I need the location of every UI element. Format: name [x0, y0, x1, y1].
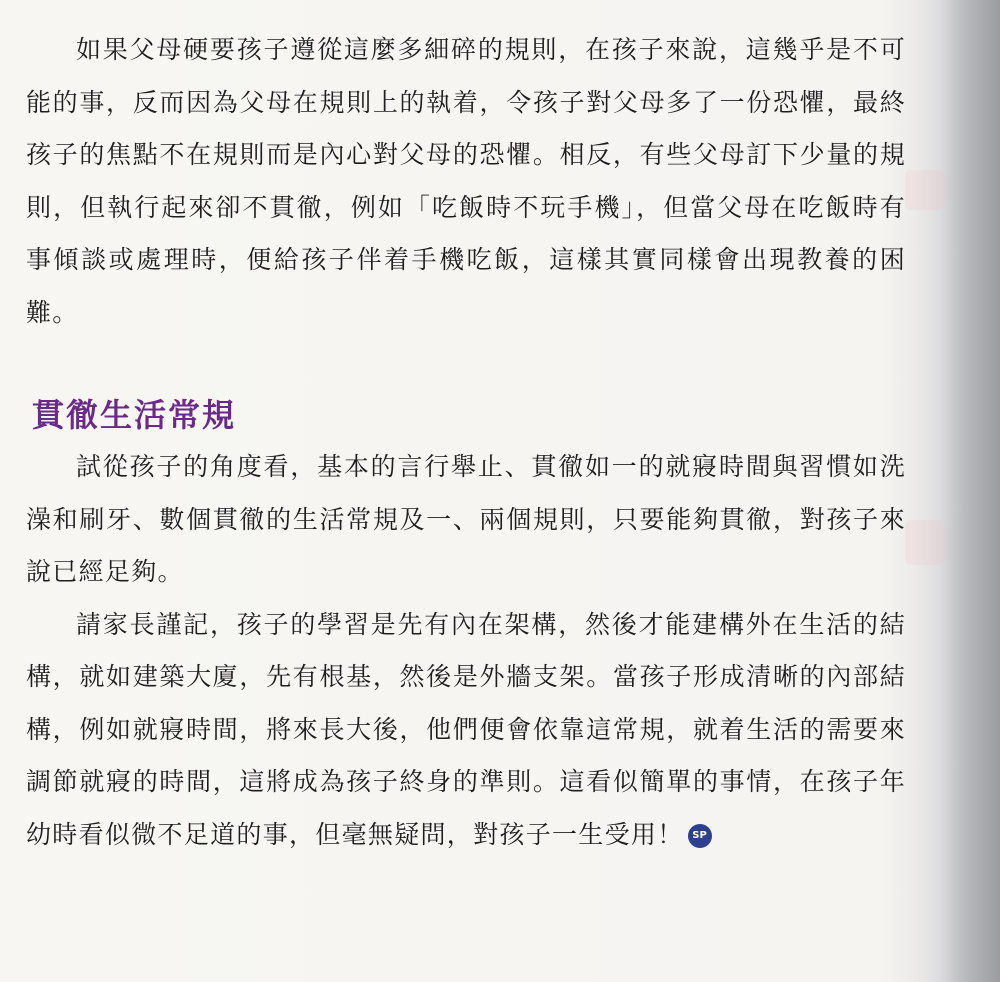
section-paragraph-1: 試從孩子的角度看，基本的言行舉止、貫徹如一的就寢時間與習慣如洗澡和刷牙、數個貫徹的生活常規及一、兩個規則，只要能夠貫徹，對孩子來說已經足夠。	[26, 452, 906, 586]
intro-paragraph: 如果父母硬要孩子遵從這麼多細碎的規則，在孩子來說，這幾乎是不可能的事，反而因為父母在規則上的執着，令孩子對父母多了一份恐懼，最終孩子的焦點不在規則而是內心對父母的恐懼。相反，有些父母訂下少量的規則，但執行起來卻不貫徹，例如「吃飯時不玩手機」，但當父母在吃飯時有事傾談或處理時，便給孩子伴着手機吃飯，這樣其實同樣會出現教養的困難。	[26, 35, 906, 327]
sp-logo-icon: SP	[688, 824, 712, 848]
section-paragraph-2	[26, 599, 906, 862]
page-edge-mark	[905, 520, 945, 565]
article-body	[26, 24, 906, 861]
section-heading: 貫徹生活常規	[32, 396, 237, 434]
page-edge-mark	[905, 170, 945, 210]
section-paragraph-2-text: 請家長謹記，孩子的學習是先有內在架構，然後才能建構外在生活的結構，就如建築大廈，先有根基，然後是外牆支架。當孩子形成清晰的內部結構，例如就寢時間，將來長大後，他們便會依靠這常規，就着生活的需要來調節就寢的時間，這將成為孩子終身的準則。這看似簡單的事情，在孩子年幼時看似微不足道的事，但毫無疑問，對孩子一生受用！	[26, 609, 906, 849]
